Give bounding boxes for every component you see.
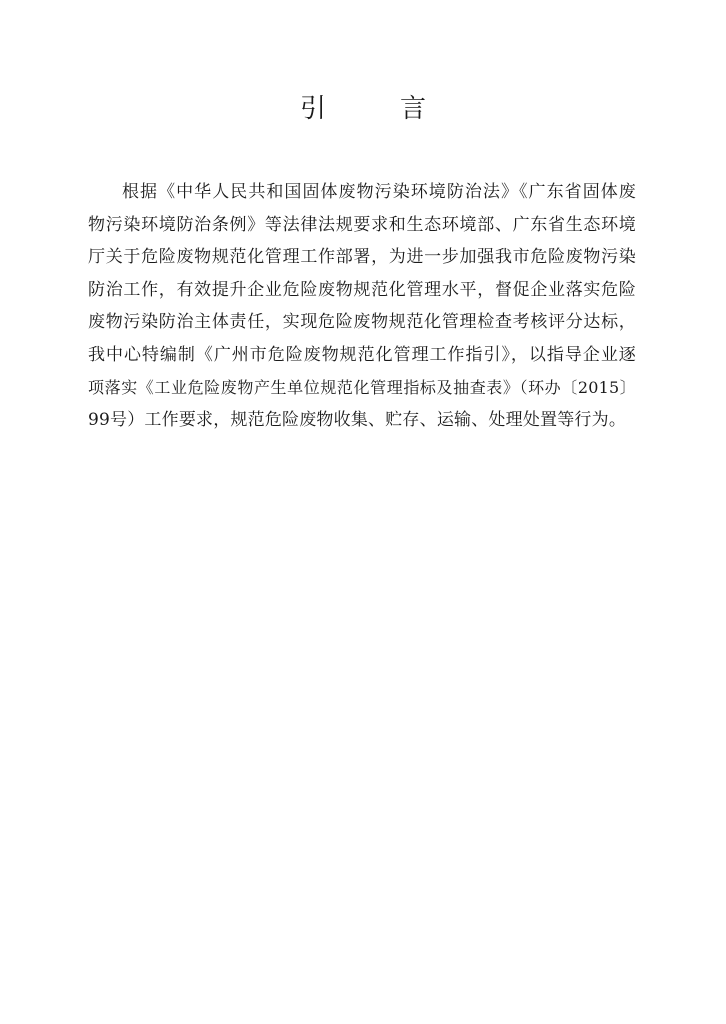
- paragraph-line: 厅关于危险废物规范化管理工作部署，为进一步加强我市危险废物污染: [88, 247, 636, 268]
- paragraph-line: 根据《中华人民共和国固体废物污染环境防治法》《广东省固体废: [122, 182, 636, 202]
- paragraph-line: 防治工作，有效提升企业危险废物规范化管理水平，督促企业落实危险: [88, 279, 636, 300]
- page-title: 引 言: [299, 94, 450, 124]
- paragraph-line: 99号）工作要求，规范危险废物收集、贮存、运输、处理处置等行为。: [88, 410, 627, 431]
- paragraph-line: 废物污染防治主体责任，实现危险废物规范化管理检查考核评分达标，: [88, 312, 636, 333]
- paragraph-line: 物污染环境防治条例》等法律法规要求和生态环境部、广东省生态环境: [88, 214, 636, 235]
- paragraph-line: 我中心特编制《广州市危险废物规范化管理工作指引》，以指导企业逐: [88, 344, 636, 365]
- intro-paragraph: [88, 176, 636, 437]
- paragraph-line: 项落实《工业危险废物产生单位规范化管理指标及抽查表》（环办〔2015〕: [88, 377, 636, 397]
